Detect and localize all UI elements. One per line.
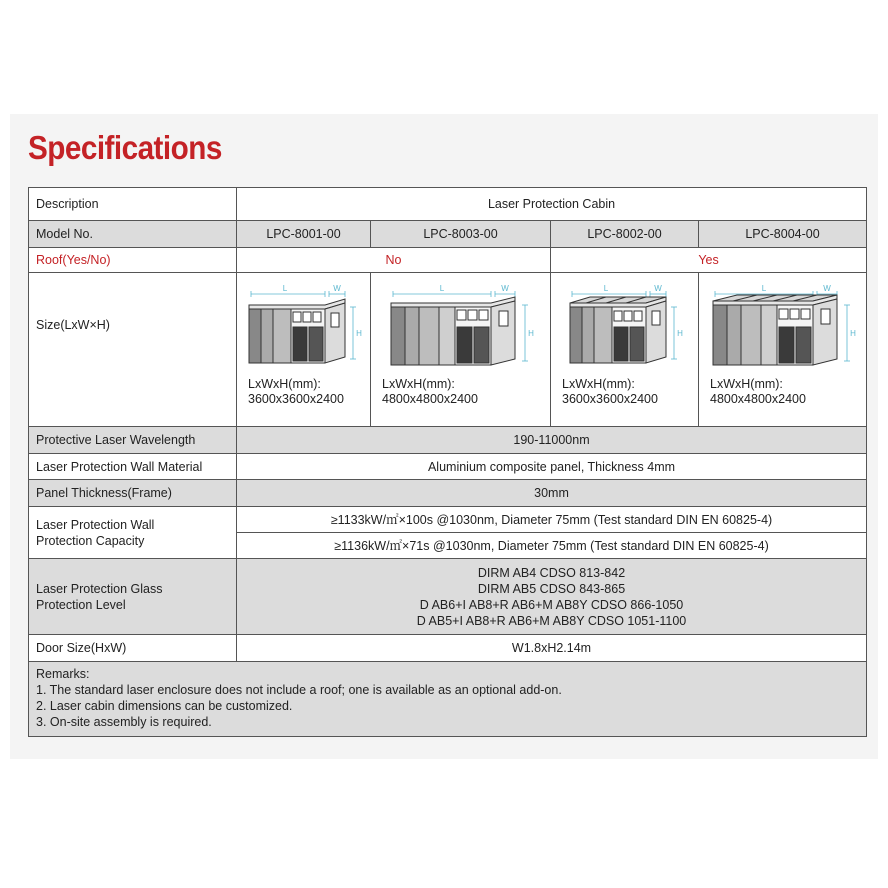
size-cell-1 xyxy=(237,273,371,427)
size-cell-2 xyxy=(371,273,551,427)
panel-thickness-value: 30mm xyxy=(237,480,867,507)
wavelength-label: Protective Laser Wavelength xyxy=(29,427,237,454)
model-4: LPC-8004-00 xyxy=(699,221,867,248)
cabin-diagram-small-no-roof xyxy=(245,285,363,367)
description-label: Description xyxy=(29,188,237,221)
wall-material-value: Aluminium composite panel, Thickness 4mm xyxy=(237,454,867,480)
row-roof xyxy=(29,248,867,273)
door-size-value: W1.8xH2.14m xyxy=(237,635,867,662)
model-1: LPC-8001-00 xyxy=(237,221,371,248)
size-dimensions-3: LxWxH(mm): 3600x3600x2400 xyxy=(562,377,658,406)
wavelength-value: 190-11000nm xyxy=(237,427,867,454)
diagram-width-label: W xyxy=(500,285,509,293)
size-cell-4 xyxy=(699,273,867,427)
diagram-length-label: L xyxy=(761,285,766,293)
row-panel-thickness xyxy=(29,480,867,507)
diagram-length-label: L xyxy=(439,285,444,293)
roof-label: Roof(Yes/No) xyxy=(29,248,237,273)
row-description xyxy=(29,188,867,221)
roof-no-value: No xyxy=(237,248,551,273)
size-label: Size(LxW×H) xyxy=(29,273,237,427)
wall-capacity-label: Laser Protection Wall Protection Capacity xyxy=(29,507,237,559)
diagram-width-label: W xyxy=(653,285,662,293)
glass-protection-values: DIRM AB4 CDSO 813-842 DIRM AB5 CDSO 843-865 D AB6+I AB8+R AB6+M AB8Y CDSO 866-1050 D AB5+I AB8+R AB6+M AB8Y CDSO 1051-1100 xyxy=(237,559,867,635)
diagram-height-label: H xyxy=(527,329,534,338)
cabin-diagram-large-roof xyxy=(709,285,857,367)
remarks xyxy=(29,662,867,737)
remark-item: 3. On-site assembly is required. xyxy=(36,715,212,729)
diagram-height-label: H xyxy=(355,329,362,338)
size-dimensions-2: LxWxH(mm): 4800x4800x2400 xyxy=(382,377,478,406)
glass-protection-label: Laser Protection Glass Protection Level xyxy=(29,559,237,635)
diagram-width-label: W xyxy=(822,285,831,293)
row-remarks xyxy=(29,662,867,737)
remark-item: 2. Laser cabin dimensions can be customized. xyxy=(36,699,293,713)
row-model xyxy=(29,221,867,248)
specifications-table xyxy=(28,187,867,737)
model-3: LPC-8002-00 xyxy=(551,221,699,248)
wall-capacity-value-1: ≥1133kW/㎡×100s @1030nm, Diameter 75mm (Test standard DIN EN 60825-4) xyxy=(237,507,867,533)
diagram-height-label: H xyxy=(676,329,683,338)
row-wall-capacity-1 xyxy=(29,507,867,533)
diagram-length-label: L xyxy=(282,285,287,293)
size-dimensions-4: LxWxH(mm): 4800x4800x2400 xyxy=(710,377,806,406)
remarks-heading: Remarks: xyxy=(36,667,90,681)
wall-material-label: Laser Protection Wall Material xyxy=(29,454,237,480)
door-size-label: Door Size(HxW) xyxy=(29,635,237,662)
cabin-diagram-large-no-roof xyxy=(387,285,535,367)
row-glass-protection xyxy=(29,559,867,635)
size-dimensions-1: LxWxH(mm): 3600x3600x2400 xyxy=(248,377,344,406)
row-wall-material xyxy=(29,454,867,480)
row-wavelength xyxy=(29,427,867,454)
description-value: Laser Protection Cabin xyxy=(237,188,867,221)
remark-item: 1. The standard laser enclosure does not include a roof; one is available as an optional add-on. xyxy=(36,683,562,697)
diagram-length-label: L xyxy=(603,285,608,293)
size-cell-3 xyxy=(551,273,699,427)
diagram-width-label: W xyxy=(332,285,341,293)
roof-yes-value: Yes xyxy=(551,248,867,273)
page-title: Specifications xyxy=(28,129,222,166)
row-door-size xyxy=(29,635,867,662)
row-size xyxy=(29,273,867,427)
cabin-diagram-small-roof xyxy=(566,285,684,367)
model-2: LPC-8003-00 xyxy=(371,221,551,248)
panel-thickness-label: Panel Thickness(Frame) xyxy=(29,480,237,507)
diagram-height-label: H xyxy=(849,329,856,338)
wall-capacity-value-2: ≥1136kW/㎡×71s @1030nm, Diameter 75mm (Test standard DIN EN 60825-4) xyxy=(237,533,867,559)
model-label: Model No. xyxy=(29,221,237,248)
